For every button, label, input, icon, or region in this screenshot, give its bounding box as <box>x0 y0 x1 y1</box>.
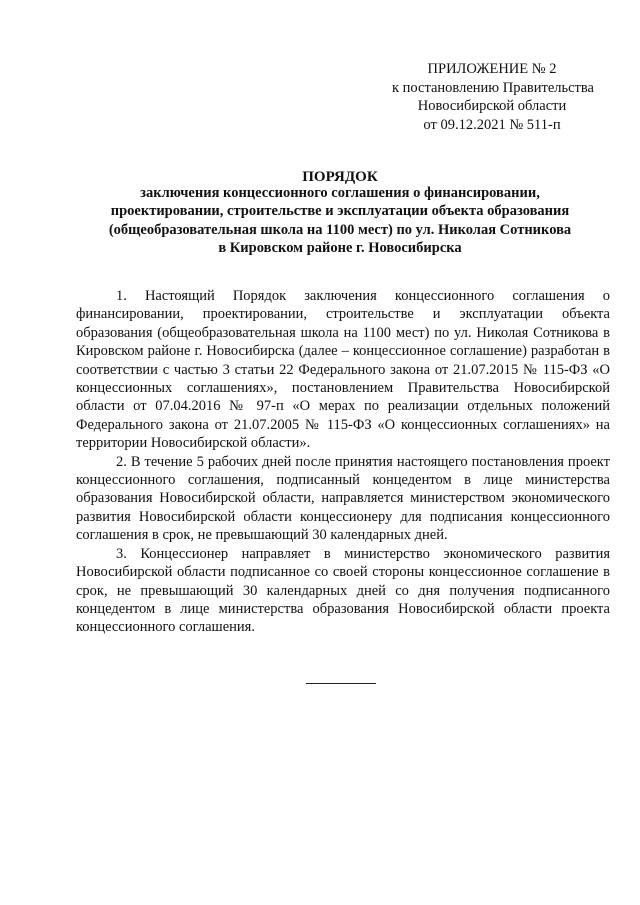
paragraph-3: 3. Концессионер направляет в министерство экономического развития Новосибирской области подписанное со своей стороны концессионное соглашение в срок, не превышающий 30 календарных дней со дня получения подписанного концедентом в лице министерства образования Новосибирской области проекта концессионного соглашения. <box>76 545 610 636</box>
end-divider-line <box>306 683 376 684</box>
document-body <box>76 287 610 637</box>
document-title: ПОРЯДОК <box>302 169 378 185</box>
appendix-region: Новосибирской области <box>417 98 567 114</box>
paragraph-2: 2. В течение 5 рабочих дней после принятия настоящего постановления проект концессионного соглашения, подписанный концедентом в лице министерства образования Новосибирской области, направляется министерством экономического развития Новосибирской области концессионеру для подписания концессионного соглашения в срок, не превышающий 30 календарных дней. <box>76 453 610 544</box>
appendix-header <box>392 60 592 134</box>
subtitle-line-1: заключения концессионного соглашения о финансировании, <box>140 185 540 201</box>
appendix-reference: к постановлению Правительства <box>392 79 594 96</box>
paragraph-1: 1. Настоящий Порядок заключения концессионного соглашения о финансировании, проектировании, строительстве и эксплуатации объекта образования (общеобразовательная школа на 1100 мест) по ул. Николая Сотникова в Кировском районе г. Новосибирска (далее – концессионное соглашение) разработан в соответствии с частью 3 статьи 22 Федерального закона от 21.07.2015 № 115-ФЗ «О концессионных соглашениях», постановлением Правительства Новосибирской области от 07.04.2016 № 97-п «О мерах по реализации отдельных положений Федерального закона от 21.07.2005 № 115-ФЗ «О концессионных соглашениях» на территории Новосибирской области». <box>76 288 610 452</box>
appendix-number: ПРИЛОЖЕНИЕ № 2 <box>427 61 557 77</box>
appendix-date: от 09.12.2021 № 511-п <box>423 116 561 133</box>
document-subtitle <box>70 184 610 257</box>
subtitle-line-2: проектировании, строительстве и эксплуатации объекта образования <box>110 203 570 220</box>
subtitle-line-4: в Кировском районе г. Новосибирска <box>218 239 462 256</box>
subtitle-line-3: (общеобразовательная школа на 1100 мест) по ул. Николая Сотникова <box>108 221 572 238</box>
